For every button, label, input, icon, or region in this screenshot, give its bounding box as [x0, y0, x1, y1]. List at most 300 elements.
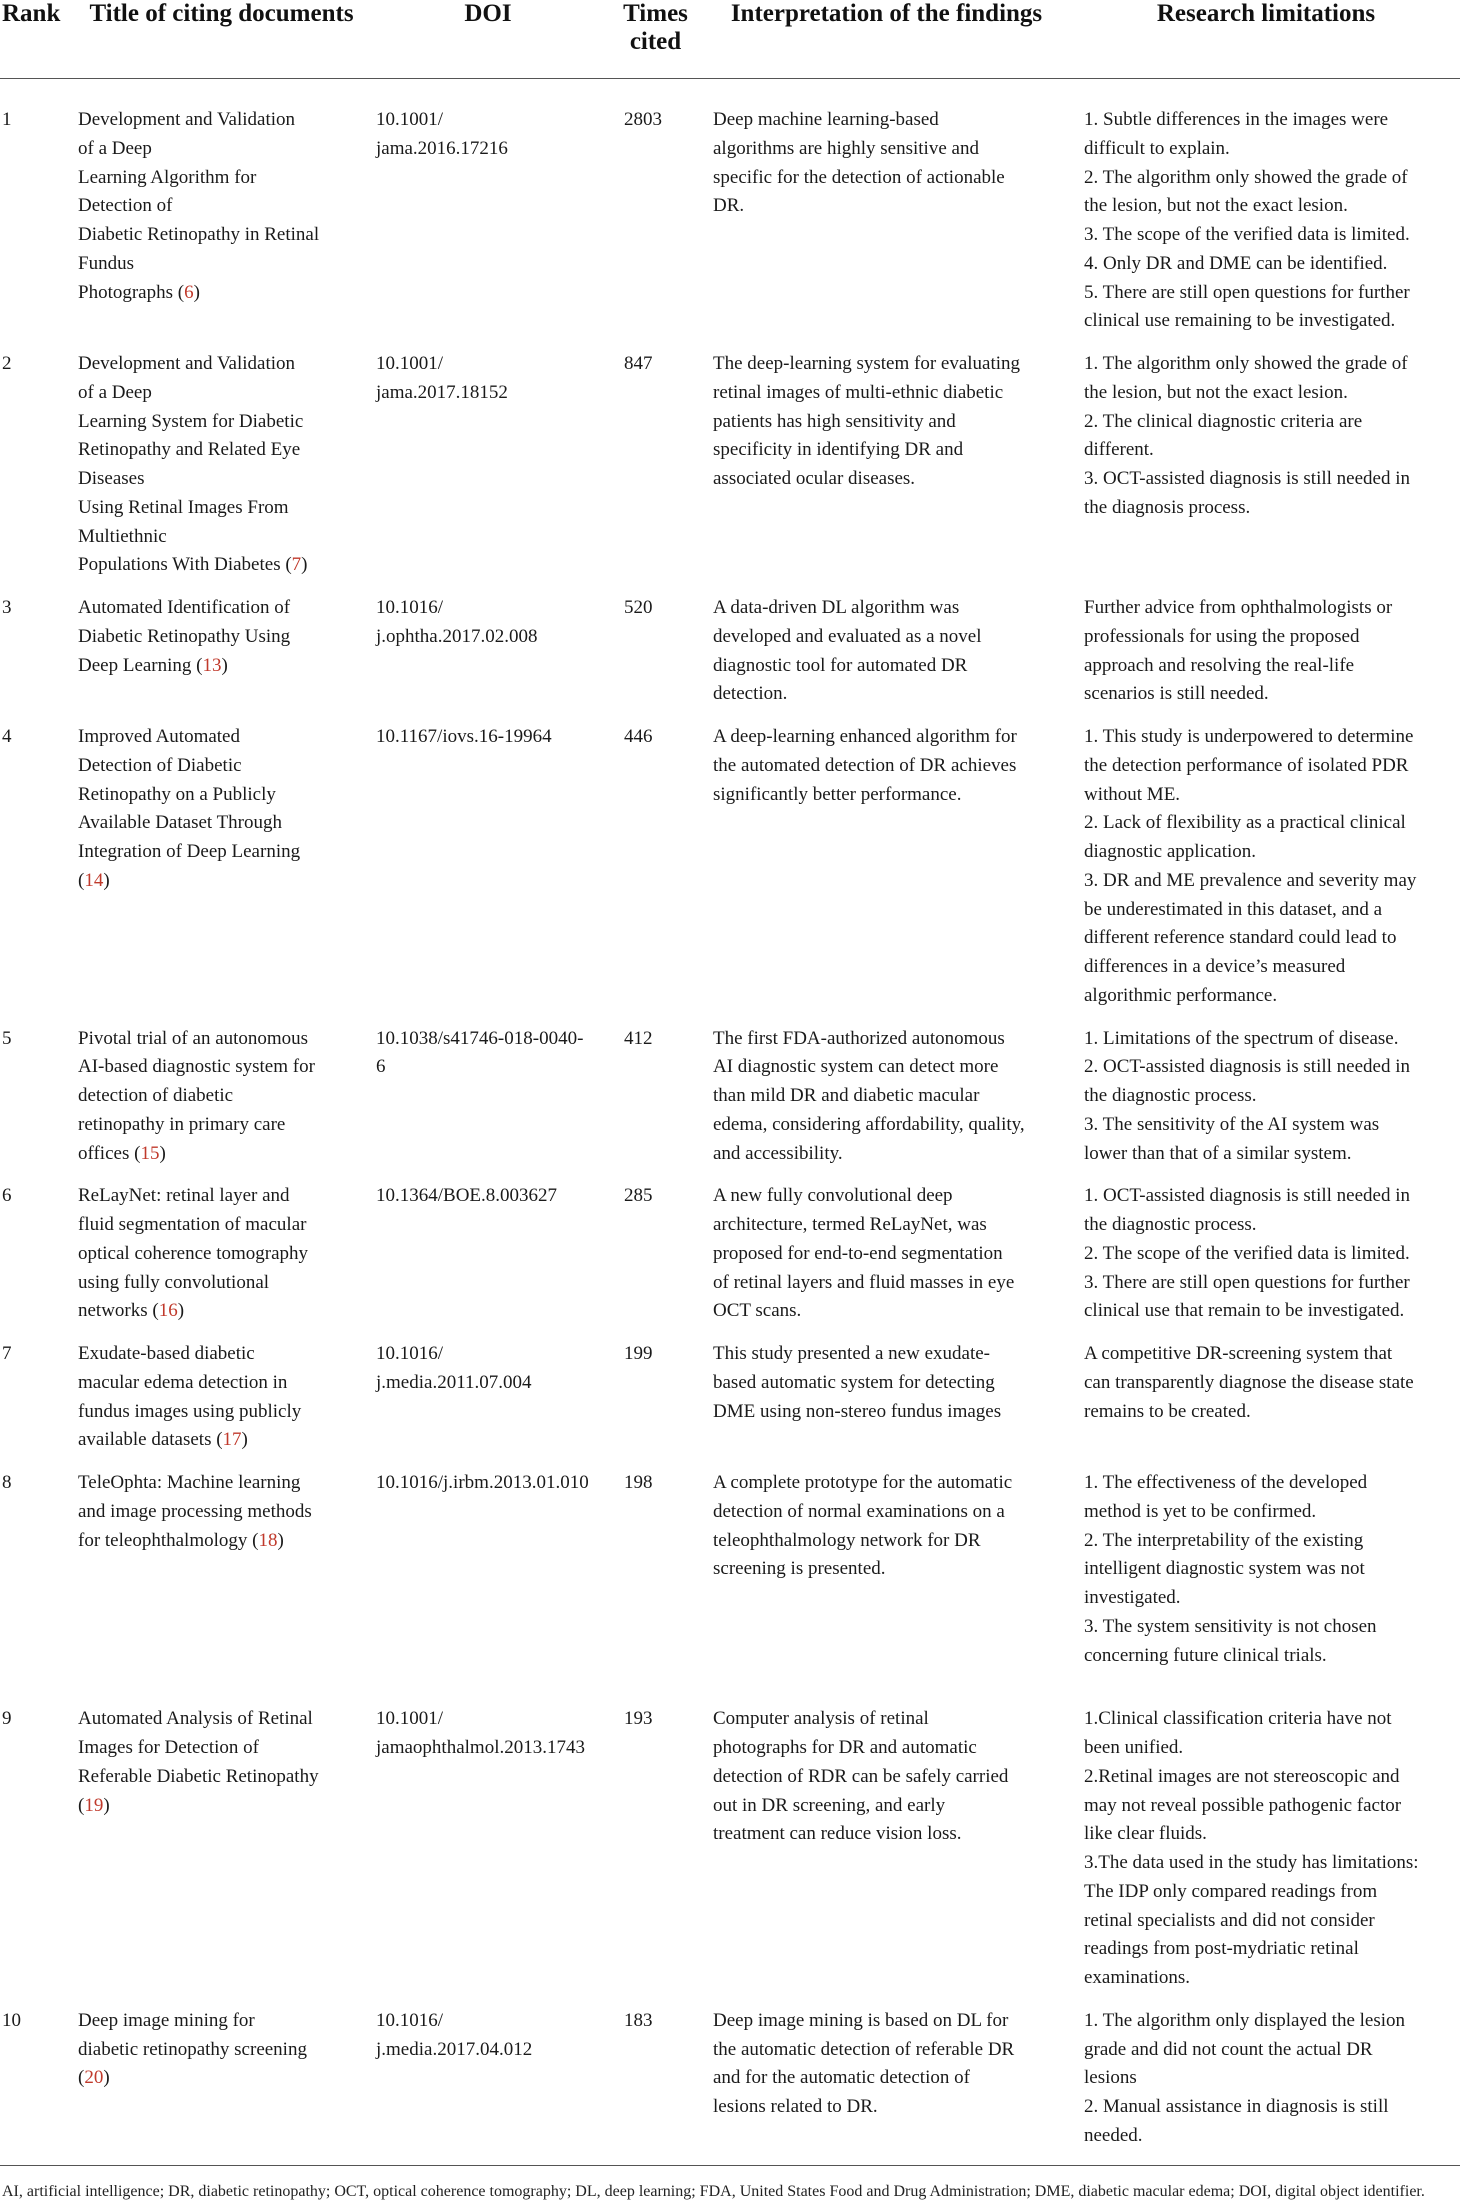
doi-line: j.media.2017.04.012: [376, 2038, 533, 2060]
title-text: Photographs (: [78, 281, 185, 303]
limitation-line: 2. The scope of the verified data is limited.: [1084, 1242, 1410, 1264]
interpretation-line: detection of normal examinations on a: [713, 1500, 1005, 1522]
limitations-cell: [1072, 1168, 1460, 1326]
limitation-line: 1. OCT-assisted diagnosis is still needed in: [1084, 1185, 1410, 1207]
rank-value: 9: [2, 1708, 12, 1730]
doi-cell: [366, 1011, 610, 1169]
limitation-line: clinical use remaining to be investigated.: [1084, 310, 1396, 332]
title-cell: [77, 336, 366, 580]
title-line: [78, 1498, 352, 1527]
interpretation-line: significantly better performance.: [713, 783, 962, 805]
title-line: [78, 2064, 352, 2093]
reference-close-paren: ): [103, 2067, 110, 2089]
rank-value: 3: [2, 597, 12, 618]
interpretation-line: out in DR screening, and early: [713, 1794, 946, 1816]
title-cell: [77, 1455, 366, 1684]
limitation-line: professionals for using the proposed: [1084, 625, 1360, 647]
interpretation-line: A deep-learning enhanced algorithm for: [713, 726, 1017, 747]
limitation-line: 1. Subtle differences in the images were: [1084, 109, 1389, 130]
interpretation-line: associated ocular diseases.: [713, 468, 916, 489]
limitation-line: been unified.: [1084, 1737, 1184, 1758]
title-line: [78, 1140, 352, 1169]
limitation-line: difficult to explain.: [1084, 137, 1230, 159]
limitation-line: Further advice from ophthalmologists or: [1084, 597, 1393, 618]
title-line: [78, 1269, 352, 1298]
rank-cell: [0, 1168, 77, 1326]
title-text: Detection of: [78, 195, 173, 217]
reference-close-paren: ): [301, 554, 308, 576]
title-text: TeleOphta: Machine learning: [78, 1472, 301, 1493]
reference-close-paren: ): [221, 654, 228, 676]
limitation-line: algorithmic performance.: [1084, 984, 1278, 1006]
rank-value: 8: [2, 1472, 12, 1493]
limitation-line: 1. This study is underpowered to determine: [1084, 726, 1414, 747]
header-times-cited: Times cited: [623, 0, 688, 55]
table-row: [0, 1684, 1460, 1993]
interpretation-cell: [701, 1684, 1072, 1993]
limitations-cell: [1072, 79, 1460, 337]
title-text: Populations With Diabetes (: [78, 554, 292, 576]
title-line: [78, 135, 352, 164]
interpretation-line: edema, considering affordability, quality,: [713, 1113, 1025, 1135]
title-line: [78, 408, 352, 437]
times-cited-value: 847: [624, 353, 653, 374]
title-text: offices (: [78, 1142, 141, 1164]
title-line: [78, 1111, 352, 1140]
limitation-line: grade and did not count the actual DR: [1084, 2038, 1373, 2060]
limitation-line: the diagnostic process.: [1084, 1085, 1257, 1106]
title-cell: [77, 1684, 366, 1993]
title-line: [78, 1398, 352, 1427]
title-cell: [77, 79, 366, 337]
limitations-cell: [1072, 1455, 1460, 1684]
reference-link[interactable]: 15: [140, 1142, 160, 1164]
interpretation-line: Computer analysis of retinal: [713, 1708, 929, 1730]
title-line: [78, 1734, 352, 1763]
times-cited-cell: [610, 1455, 701, 1684]
title-text: Deep Learning (: [78, 654, 203, 676]
limitation-line: 2. The algorithm only showed the grade of: [1084, 166, 1408, 188]
title-text: Retinopathy and Related Eye: [78, 439, 301, 461]
interpretation-line: patients has high sensitivity and: [713, 410, 956, 432]
limitation-line: investigated.: [1084, 1587, 1181, 1608]
rank-cell: [0, 79, 77, 337]
title-line: [78, 379, 352, 408]
limitations-cell: [1072, 1684, 1460, 1993]
limitation-line: 1. The effectiveness of the developed: [1084, 1472, 1368, 1493]
title-text: Improved Automated: [78, 726, 240, 747]
title-line: [78, 809, 352, 838]
limitation-line: different reference standard could lead to: [1084, 927, 1397, 949]
interpretation-cell: [701, 1011, 1072, 1169]
title-line: [78, 2036, 352, 2065]
title-line: [78, 1240, 352, 1269]
interpretation-cell: [701, 79, 1072, 337]
rank-value: 6: [2, 1185, 12, 1207]
limitation-line: needed.: [1084, 2124, 1143, 2146]
title-cell: [77, 1168, 366, 1326]
title-cell: [77, 1326, 366, 1455]
title-text: macular edema detection in: [78, 1371, 288, 1393]
limitation-line: 4. Only DR and DME can be identified.: [1084, 252, 1388, 274]
limitation-line: 2. OCT-assisted diagnosis is still needed in: [1084, 1056, 1410, 1078]
title-text: Learning Algorithm for: [78, 166, 257, 188]
title-line: [78, 867, 352, 896]
interpretation-cell: [701, 1455, 1072, 1684]
table-row: [0, 79, 1460, 337]
doi-line: 10.1001/: [376, 1708, 444, 1730]
title-cell: [77, 580, 366, 709]
title-line: [78, 164, 352, 193]
interpretation-cell: [701, 1993, 1072, 2165]
title-text: Retinopathy on a Publicly: [78, 783, 276, 805]
doi-line: 6: [376, 1056, 386, 1078]
title-cell: [77, 709, 366, 1011]
rank-value: 2: [2, 353, 12, 374]
title-line: [78, 192, 352, 221]
limitation-line: diagnostic application.: [1084, 841, 1257, 862]
interpretation-line: OCT scans.: [713, 1300, 802, 1322]
title-line: [78, 350, 352, 379]
title-text: and image processing methods: [78, 1500, 312, 1522]
interpretation-line: DME using non-stereo fundus images: [713, 1400, 1002, 1422]
doi-line: jamaophthalmol.2013.1743: [376, 1737, 585, 1758]
interpretation-line: Deep image mining is based on DL for: [713, 2009, 1009, 2031]
limitation-line: scenarios is still needed.: [1084, 683, 1269, 705]
doi-line: 10.1364/BOE.8.003627: [376, 1185, 558, 1207]
limitations-cell: [1072, 336, 1460, 580]
title-text: Development and Validation: [78, 353, 296, 374]
reference-link[interactable]: 16: [158, 1300, 178, 1322]
limitation-line: A competitive DR-screening system that: [1084, 1343, 1393, 1364]
limitation-line: the lesion, but not the exact lesion.: [1084, 381, 1348, 403]
table-row: [0, 709, 1460, 1011]
reference-close-paren: ): [241, 1429, 248, 1451]
doi-line: j.ophtha.2017.02.008: [376, 625, 538, 647]
times-cited-value: 193: [624, 1708, 653, 1730]
title-text: available datasets (: [78, 1429, 223, 1451]
interpretation-cell: [701, 336, 1072, 580]
times-cited-cell: [610, 336, 701, 580]
interpretation-line: specificity in identifying DR and: [713, 439, 964, 461]
doi-line: 10.1016/: [376, 597, 444, 618]
title-line: [78, 781, 352, 810]
interpretation-line: and accessibility.: [713, 1142, 843, 1164]
title-line: [78, 1182, 352, 1211]
limitation-line: 1. The algorithm only showed the grade of: [1084, 353, 1408, 374]
title-line: [78, 1053, 352, 1082]
title-text: Available Dataset Through: [78, 812, 283, 834]
title-text: Automated Identification of: [78, 597, 291, 618]
limitation-line: intelligent diagnostic system was not: [1084, 1558, 1365, 1580]
title-text: AI-based diagnostic system for: [78, 1056, 315, 1078]
title-line: [78, 2007, 352, 2036]
interpretation-line: detection.: [713, 683, 788, 705]
doi-line: 10.1016/: [376, 1343, 444, 1364]
title-line: [78, 723, 352, 752]
times-cited-cell: [610, 79, 701, 337]
interpretation-line: A data-driven DL algorithm was: [713, 597, 960, 618]
title-text: Multiethnic: [78, 525, 167, 547]
limitation-line: like clear fluids.: [1084, 1823, 1207, 1845]
interpretation-line: developed and evaluated as a novel: [713, 625, 982, 647]
limitation-line: be underestimated in this dataset, and a: [1084, 898, 1383, 920]
limitation-line: 2. Lack of flexibility as a practical clinical: [1084, 812, 1406, 834]
reference-close-paren: ): [177, 1300, 185, 1322]
header-title: Title of citing documents: [89, 0, 354, 27]
title-line: [78, 1527, 352, 1556]
interpretation-line: A new fully convolutional deep: [713, 1185, 953, 1207]
title-text: Development and Validation: [78, 109, 296, 130]
limitation-line: 2. The clinical diagnostic criteria are: [1084, 410, 1363, 432]
title-text: Integration of Deep Learning: [78, 841, 301, 862]
title-text: of a Deep: [78, 137, 152, 159]
limitations-cell: [1072, 1326, 1460, 1455]
reference-link[interactable]: 20: [84, 2067, 104, 2089]
limitations-cell: [1072, 580, 1460, 709]
rank-value: 10: [2, 2009, 21, 2031]
title-line: [78, 594, 352, 623]
title-text: Diseases: [78, 468, 145, 489]
interpretation-line: architecture, termed ReLayNet, was: [713, 1214, 987, 1235]
doi-cell: [366, 1326, 610, 1455]
doi-cell: [366, 1993, 610, 2165]
rank-cell: [0, 709, 77, 1011]
title-cell: [77, 1011, 366, 1169]
limitation-line: different.: [1084, 439, 1154, 461]
doi-line: 10.1016/j.irbm.2013.01.010: [376, 1472, 589, 1493]
title-line: [78, 279, 352, 308]
rank-cell: [0, 1326, 77, 1455]
title-text: (: [78, 869, 85, 891]
doi-cell: [366, 79, 610, 337]
interpretation-line: screening is presented.: [713, 1558, 886, 1580]
rank-value: 7: [2, 1343, 12, 1364]
limitation-line: The IDP only compared readings from: [1084, 1880, 1378, 1902]
times-cited-cell: [610, 1993, 701, 2165]
title-line: [78, 1705, 352, 1734]
title-text: Using Retinal Images From: [78, 496, 289, 518]
interpretation-line: lesions related to DR.: [713, 2096, 878, 2117]
title-text: (: [78, 2067, 85, 2089]
times-cited-cell: [610, 1326, 701, 1455]
limitation-line: readings from post-mydriatic retinal: [1084, 1938, 1359, 1960]
reference-close-paren: ): [277, 1529, 284, 1551]
times-cited-cell: [610, 1684, 701, 1993]
title-text: Diabetic Retinopathy in Retinal: [78, 224, 320, 245]
table-row: [0, 1168, 1460, 1326]
title-line: [78, 1211, 352, 1240]
title-text: Exudate-based diabetic: [78, 1343, 255, 1364]
interpretation-line: DR.: [713, 195, 745, 217]
reference-link[interactable]: 17: [222, 1429, 242, 1451]
title-text: diabetic retinopathy screening: [78, 2038, 307, 2060]
header-doi: DOI: [464, 0, 512, 27]
limitation-line: method is yet to be confirmed.: [1084, 1500, 1317, 1522]
limitation-line: 1. Limitations of the spectrum of disease.: [1084, 1027, 1399, 1049]
title-text: ReLayNet: retinal layer and: [78, 1185, 290, 1207]
doi-line: 10.1038/s41746-018-0040-: [376, 1027, 584, 1049]
doi-line: 10.1167/iovs.16-19964: [376, 726, 552, 747]
limitation-line: the detection performance of isolated PDR: [1084, 754, 1409, 776]
doi-line: 10.1016/: [376, 2009, 444, 2031]
doi-cell: [366, 1168, 610, 1326]
limitation-line: 2.Retinal images are not stereoscopic and: [1084, 1765, 1400, 1787]
rank-value: 4: [2, 726, 12, 747]
table-row: [0, 1011, 1460, 1169]
limitation-line: the diagnosis process.: [1084, 496, 1251, 518]
limitation-line: clinical use that remain to be investigated.: [1084, 1300, 1405, 1322]
interpretation-line: treatment can reduce vision loss.: [713, 1823, 962, 1845]
reference-link[interactable]: 6: [184, 281, 194, 303]
limitation-line: 3. OCT-assisted diagnosis is still needed in: [1084, 468, 1410, 489]
doi-cell: [366, 336, 610, 580]
times-cited-cell: [610, 580, 701, 709]
interpretation-line: proposed for end-to-end segmentation: [713, 1242, 1003, 1264]
title-text: Detection of Diabetic: [78, 754, 242, 776]
title-text: fundus images using publicly: [78, 1400, 302, 1422]
rank-cell: [0, 1011, 77, 1169]
interpretation-line: AI diagnostic system can detect more: [713, 1056, 999, 1078]
limitation-line: 3. The sensitivity of the AI system was: [1084, 1113, 1380, 1135]
table-row: [0, 580, 1460, 709]
interpretation-line: specific for the detection of actionable: [713, 166, 1005, 188]
limitation-line: 3. The scope of the verified data is limited.: [1084, 224, 1410, 245]
title-line: [78, 752, 352, 781]
limitation-line: can transparently diagnose the disease state: [1084, 1371, 1414, 1393]
times-cited-value: 2803: [624, 109, 662, 130]
limitation-line: 1.Clinical classification criteria have not: [1084, 1708, 1392, 1730]
reference-close-paren: ): [103, 1794, 110, 1816]
limitation-line: examinations.: [1084, 1967, 1191, 1988]
interpretation-line: The deep-learning system for evaluating: [713, 353, 1021, 374]
limitation-line: 2. Manual assistance in diagnosis is still: [1084, 2096, 1389, 2117]
limitation-line: without ME.: [1084, 783, 1181, 805]
title-line: [78, 1426, 352, 1455]
title-text: of a Deep: [78, 381, 152, 403]
table-body: [0, 79, 1460, 2166]
times-cited-value: 412: [624, 1027, 653, 1049]
limitation-line: 2. The interpretability of the existing: [1084, 1529, 1364, 1551]
limitation-line: 3. There are still open questions for further: [1084, 1271, 1410, 1293]
doi-cell: [366, 709, 610, 1011]
interpretation-line: based automatic system for detecting: [713, 1371, 995, 1393]
title-text: networks (: [78, 1300, 159, 1322]
table-row: [0, 1993, 1460, 2165]
title-line: [78, 652, 352, 681]
reference-close-paren: ): [159, 1142, 166, 1164]
limitation-line: lesions: [1084, 2067, 1137, 2089]
title-line: [78, 551, 352, 580]
interpretation-line: and for the automatic detection of: [713, 2067, 970, 2089]
title-cell: [77, 1993, 366, 2165]
limitation-line: the lesion, but not the exact lesion.: [1084, 195, 1348, 217]
title-line: [78, 623, 352, 652]
limitation-line: remains to be created.: [1084, 1400, 1251, 1422]
table-header: [0, 0, 1460, 79]
table-row: [0, 1455, 1460, 1684]
times-cited-cell: [610, 1011, 701, 1169]
doi-cell: [366, 1455, 610, 1684]
header-rank: Rank: [2, 0, 61, 27]
title-text: fluid segmentation of macular: [78, 1214, 307, 1235]
title-text: Referable Diabetic Retinopathy: [78, 1765, 319, 1787]
header-interpretation: Interpretation of the findings: [730, 0, 1043, 27]
limitation-line: approach and resolving the real-life: [1084, 654, 1355, 676]
limitation-line: 3. DR and ME prevalence and severity may: [1084, 869, 1417, 891]
reference-link[interactable]: 13: [202, 654, 222, 676]
header-limitations: Research limitations: [1156, 0, 1376, 27]
reference-link[interactable]: 7: [291, 554, 302, 576]
title-text: for teleophthalmology (: [78, 1529, 259, 1551]
times-cited-value: 446: [624, 726, 653, 747]
title-line: [78, 106, 352, 135]
title-line: [78, 1340, 352, 1369]
title-line: [78, 436, 352, 465]
title-line: [78, 1369, 352, 1398]
title-line: [78, 1082, 352, 1111]
interpretation-line: detection of RDR can be safely carried: [713, 1765, 1009, 1787]
reference-close-paren: ): [193, 281, 200, 303]
interpretation-line: Deep machine learning-based: [713, 109, 939, 130]
limitation-line: 3. The system sensitivity is not chosen: [1084, 1615, 1377, 1637]
title-line: [78, 523, 352, 552]
limitation-line: 5. There are still open questions for further: [1084, 281, 1410, 303]
title-line: [78, 221, 352, 250]
reference-link[interactable]: 18: [258, 1529, 278, 1551]
limitations-cell: [1072, 1011, 1460, 1169]
table-row: [0, 1326, 1460, 1455]
title-line: [78, 465, 352, 494]
times-cited-value: 183: [624, 2009, 653, 2031]
title-text: optical coherence tomography: [78, 1242, 309, 1264]
interpretation-cell: [701, 1168, 1072, 1326]
times-cited-cell: [610, 709, 701, 1011]
limitation-line: the diagnostic process.: [1084, 1214, 1257, 1235]
doi-cell: [366, 580, 610, 709]
limitations-cell: [1072, 1993, 1460, 2165]
limitation-line: differences in a device’s measured: [1084, 956, 1346, 977]
limitation-line: lower than that of a similar system.: [1084, 1142, 1352, 1164]
reference-link[interactable]: 19: [84, 1794, 104, 1816]
rank-cell: [0, 1684, 77, 1993]
limitation-line: may not reveal possible pathogenic factor: [1084, 1794, 1402, 1816]
interpretation-line: A complete prototype for the automatic: [713, 1472, 1013, 1493]
title-line: [78, 1025, 352, 1054]
title-text: (: [78, 1794, 85, 1816]
title-text: retinopathy in primary care: [78, 1113, 286, 1135]
interpretation-cell: [701, 580, 1072, 709]
title-text: Fundus: [78, 252, 134, 274]
title-text: Diabetic Retinopathy Using: [78, 625, 291, 647]
times-cited-value: 520: [624, 597, 653, 618]
title-text: Learning System for Diabetic: [78, 410, 304, 432]
title-text: Images for Detection of: [78, 1737, 259, 1758]
limitations-cell: [1072, 709, 1460, 1011]
reference-link[interactable]: 14: [84, 869, 104, 891]
interpretation-line: the automatic detection of referable DR: [713, 2038, 1015, 2060]
doi-line: 10.1001/: [376, 353, 444, 374]
title-line: [78, 494, 352, 523]
limitation-line: retinal specialists and did not consider: [1084, 1909, 1375, 1931]
interpretation-cell: [701, 1326, 1072, 1455]
rank-cell: [0, 580, 77, 709]
table-row: [0, 336, 1460, 580]
interpretation-line: The first FDA-authorized autonomous: [713, 1027, 1005, 1049]
title-text: detection of diabetic: [78, 1085, 234, 1106]
doi-line: 10.1001/: [376, 109, 444, 130]
times-cited-cell: [610, 1168, 701, 1326]
